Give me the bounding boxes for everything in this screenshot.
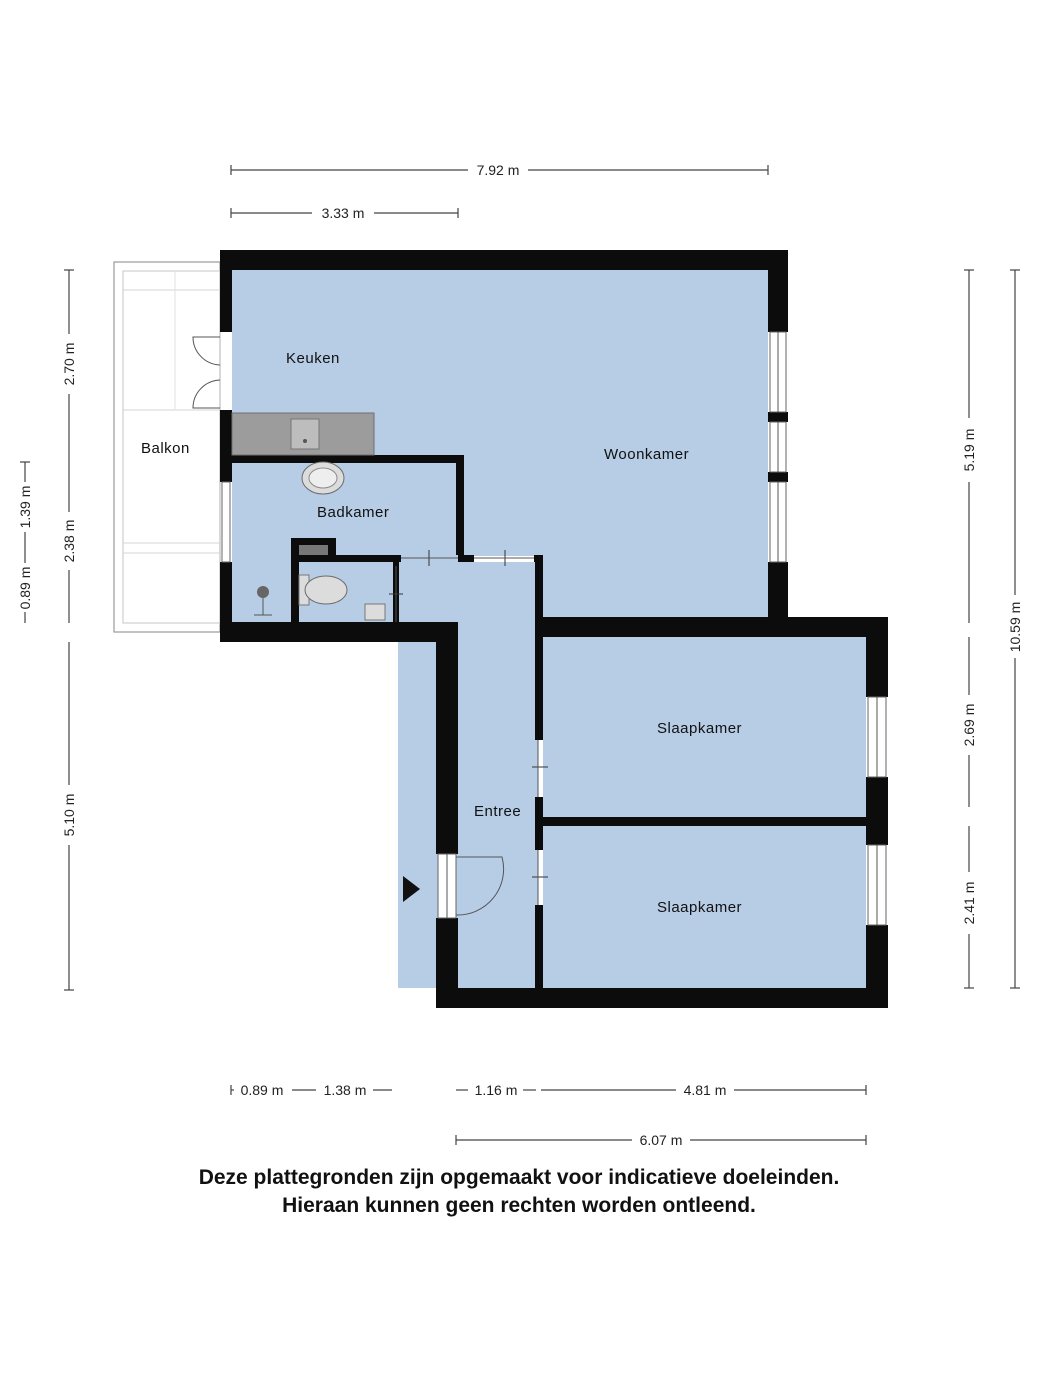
dim-far-left-2: 0.89 m <box>17 566 33 610</box>
disclaimer-line-2: Hieraan kunnen geen rechten worden ontleend. <box>282 1194 756 1217</box>
dim-left-lower: 5.10 m <box>61 793 77 837</box>
label-woonkamer: Woonkamer <box>604 446 690 463</box>
disclaimer <box>0 1164 1038 1220</box>
dim-bottom-4: 4.81 m <box>683 1082 727 1098</box>
dim-right-mid: 2.69 m <box>961 703 977 747</box>
dim-top-partial: 3.33 m <box>321 205 365 221</box>
shower-icon <box>257 586 269 598</box>
dim-top-total: 7.92 m <box>476 162 520 178</box>
label-entree: Entree <box>474 803 522 820</box>
washbasin-icon <box>365 604 385 620</box>
dim-bottom-1: 0.89 m <box>240 1082 284 1098</box>
dim-right-total: 10.59 m <box>1007 601 1023 653</box>
dim-bottom-total: 6.07 m <box>639 1132 683 1148</box>
label-keuken: Keuken <box>286 350 340 367</box>
dim-bottom-2: 1.38 m <box>323 1082 367 1098</box>
dim-far-left-1: 1.39 m <box>17 485 33 529</box>
dim-right-lower: 2.41 m <box>961 881 977 925</box>
dim-left-upper: 2.70 m <box>61 342 77 386</box>
label-balkon: Balkon <box>141 440 190 457</box>
label-badkamer: Badkamer <box>317 504 390 521</box>
disclaimer-line-1: Deze plattegronden zijn opgemaakt voor indicatieve doeleinden. <box>198 1166 840 1189</box>
label-slaapkamer-2: Slaapkamer <box>657 899 743 916</box>
dim-right-upper: 5.19 m <box>961 428 977 472</box>
dim-left-mid: 2.38 m <box>61 519 77 563</box>
dim-bottom-3: 1.16 m <box>474 1082 518 1098</box>
label-slaapkamer-1: Slaapkamer <box>657 720 743 737</box>
